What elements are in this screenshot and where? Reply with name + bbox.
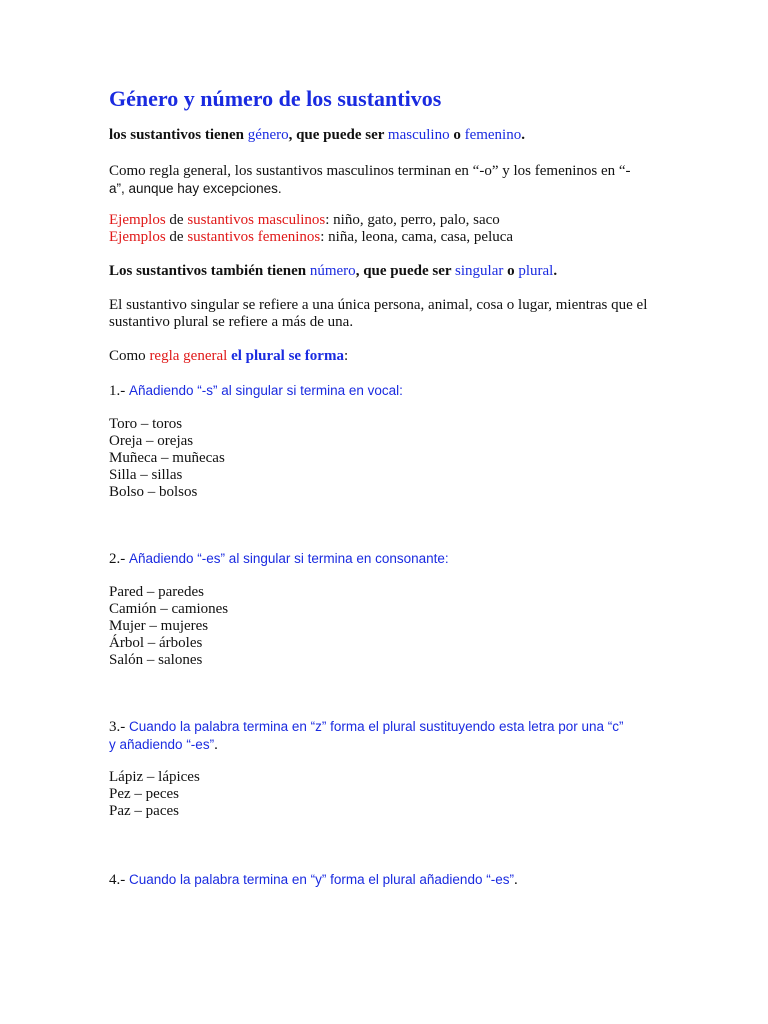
text: : niña, leona, cama, casa, peluca	[320, 229, 514, 245]
term-singular: singular	[455, 263, 504, 279]
feminine-examples	[109, 229, 669, 246]
text: Como regla general, los sustantivos masculinos terminan en “-o” y los femeninos en “-	[109, 163, 631, 179]
term-plural: plural	[518, 263, 554, 279]
examples-label: Ejemplos	[109, 212, 166, 228]
examples-list-1	[109, 416, 225, 501]
text: de	[165, 229, 188, 245]
text: :	[343, 348, 349, 364]
list-item: Muñeca – muñecas	[109, 450, 225, 466]
rule-text: Añadiendo “-s” al singular si termina en vocal:	[129, 383, 403, 398]
text: Los sustantivos también tienen	[109, 263, 310, 279]
list-item: Mujer – mujeres	[109, 618, 209, 634]
rule-number: 4.-	[109, 872, 129, 888]
list-item: Bolso – bolsos	[109, 484, 198, 500]
text: .	[553, 263, 558, 279]
page-title: Género y número de los sustantivos	[109, 86, 442, 111]
list-item: Lápiz – lápices	[109, 769, 200, 785]
text: de	[165, 212, 188, 228]
rule-text: y añadiendo “-es”	[109, 737, 215, 752]
examples-list-3	[109, 769, 200, 820]
list-item: Toro – toros	[109, 416, 183, 432]
gender-intro	[109, 127, 669, 144]
rule-text: Cuando la palabra termina en “z” forma el plural sustituyendo esta letra por una “c”	[129, 719, 624, 734]
list-item: Pez – peces	[109, 786, 179, 802]
singular-plural-definition: El sustantivo singular se refiere a una única persona, animal, cosa o lugar, mientras que el sustantivo plural se refiere a más de una.	[109, 297, 648, 330]
rule-number: 3.-	[109, 719, 129, 735]
text: los sustantivos tienen	[109, 127, 248, 143]
text: .	[513, 872, 518, 888]
list-item: Árbol – árboles	[109, 635, 203, 651]
number-intro	[109, 263, 669, 280]
examples-list-2	[109, 584, 228, 669]
term-masculine-nouns: sustantivos masculinos	[187, 212, 326, 228]
rule-2	[109, 550, 669, 568]
text: o	[503, 263, 519, 279]
masculine-examples	[109, 212, 669, 229]
rule-text: Añadiendo “-es” al singular si termina en consonante:	[129, 551, 449, 566]
term-plural-se-forma: el plural se forma	[231, 348, 344, 364]
list-item: Camión – camiones	[109, 601, 229, 617]
text: , que puede ser	[288, 127, 388, 143]
rule-1	[109, 382, 669, 400]
text: : niño, gato, perro, palo, saco	[325, 212, 500, 228]
term-regla-general: regla general	[149, 348, 228, 364]
text: , que puede ser	[355, 263, 456, 279]
rule-number: 1.-	[109, 383, 129, 399]
list-item: Paz – paces	[109, 803, 179, 819]
list-item: Silla – sillas	[109, 467, 183, 483]
text: .	[521, 127, 525, 143]
term-femenino: femenino	[464, 127, 522, 143]
plural-formation-intro	[109, 348, 669, 365]
term-feminine-nouns: sustantivos femeninos	[187, 229, 321, 245]
gender-rule-paragraph	[109, 163, 669, 198]
rule-number: 2.-	[109, 551, 129, 567]
examples-label: Ejemplos	[109, 229, 166, 245]
text: o	[449, 127, 465, 143]
term-genero: género	[247, 127, 289, 143]
text: Como	[109, 348, 150, 364]
list-item: Salón – salones	[109, 652, 203, 668]
text: a”, aunque hay excepciones.	[109, 181, 282, 196]
list-item: Pared – paredes	[109, 584, 204, 600]
rule-text: Cuando la palabra termina en “y” forma el plural añadiendo “-es”	[129, 872, 514, 887]
list-item: Oreja – orejas	[109, 433, 194, 449]
term-masculino: masculino	[387, 127, 450, 143]
term-numero: número	[309, 263, 356, 279]
rule-4	[109, 871, 669, 889]
rule-3	[109, 718, 709, 754]
text: .	[214, 737, 218, 753]
